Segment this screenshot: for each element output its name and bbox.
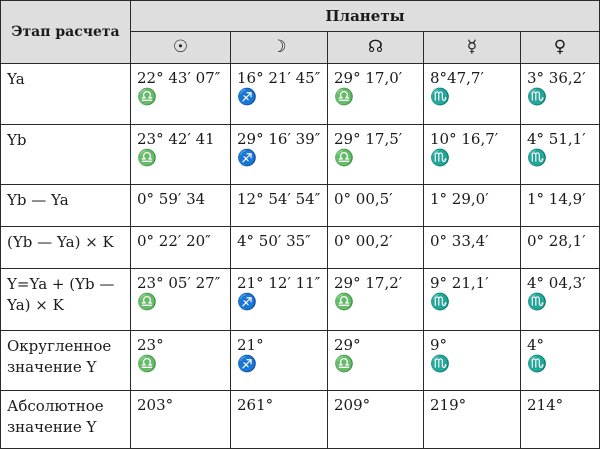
- libra-icon: ♎: [334, 292, 354, 311]
- sagittarius-icon: ♐: [237, 87, 257, 106]
- scorpio-icon: ♏: [430, 292, 450, 311]
- scorpio-icon: ♏: [527, 148, 547, 167]
- table-row: [1, 185, 600, 227]
- cell-value: 0° 00,2′: [334, 232, 393, 250]
- sun-symbol-icon: ☉: [131, 32, 231, 64]
- sagittarius-icon: ♐: [237, 354, 257, 373]
- table-row: [1, 269, 600, 331]
- table-cell: [328, 391, 424, 449]
- planets-group-header: Планеты: [131, 1, 600, 32]
- table-cell: [131, 125, 231, 185]
- cell-value: 29° 16′ 39″: [237, 130, 321, 148]
- scorpio-icon: ♏: [527, 354, 547, 373]
- libra-icon: ♎: [137, 292, 157, 311]
- cell-value: 29°: [334, 336, 361, 354]
- table-cell: [424, 125, 521, 185]
- table-cell: [328, 331, 424, 391]
- table-cell: [231, 185, 328, 227]
- sagittarius-icon: ♐: [237, 292, 257, 311]
- north-node-symbol-icon: ☊: [328, 32, 424, 64]
- table-cell: [328, 269, 424, 331]
- cell-value: 22° 43′ 07″: [137, 69, 221, 87]
- table-cell: [131, 64, 231, 125]
- table-cell: [521, 185, 600, 227]
- cell-value: 0° 28,1′: [527, 232, 586, 250]
- cell-value: 209°: [334, 396, 371, 414]
- cell-value: 1° 29,0′: [430, 190, 489, 208]
- libra-icon: ♎: [334, 148, 354, 167]
- cell-value: 9°: [430, 336, 448, 354]
- cell-value: 0° 00,5′: [334, 190, 393, 208]
- libra-icon: ♎: [137, 87, 157, 106]
- cell-value: 21° 12′ 11″: [237, 274, 321, 292]
- cell-value: 23°: [137, 336, 164, 354]
- table-cell: [231, 391, 328, 449]
- cell-value: 29° 17,0′: [334, 69, 403, 87]
- cell-value: 0° 22′ 20″: [137, 232, 211, 250]
- table-cell: [231, 227, 328, 269]
- cell-value: 203°: [137, 396, 174, 414]
- table-cell: [424, 227, 521, 269]
- cell-value: 16° 21′ 45″: [237, 69, 321, 87]
- cell-value: 8°47,7′: [430, 69, 484, 87]
- libra-icon: ♎: [137, 148, 157, 167]
- cell-value: 3° 36,2′: [527, 69, 586, 87]
- cell-value: 4°: [527, 336, 545, 354]
- cell-value: 23° 42′ 41: [137, 130, 215, 148]
- table-row: [1, 125, 600, 185]
- table-cell: [231, 269, 328, 331]
- table-row: [1, 391, 600, 449]
- table-cell: [328, 185, 424, 227]
- moon-symbol-icon: ☽: [231, 32, 328, 64]
- table-cell: [521, 269, 600, 331]
- cell-value: 214°: [527, 396, 564, 414]
- table-cell: [131, 391, 231, 449]
- table-cell: [521, 227, 600, 269]
- row-label: Yb — Ya: [1, 185, 131, 227]
- table-cell: [328, 125, 424, 185]
- cell-value: 29° 17,5′: [334, 130, 403, 148]
- scorpio-icon: ♏: [527, 292, 547, 311]
- cell-value: 10° 16,7′: [430, 130, 499, 148]
- table-cell: [328, 227, 424, 269]
- scorpio-icon: ♏: [430, 87, 450, 106]
- table-body: [1, 64, 600, 449]
- mercury-symbol-icon: ☿: [424, 32, 521, 64]
- table-cell: [521, 64, 600, 125]
- cell-value: 9° 21,1′: [430, 274, 489, 292]
- cell-value: 12° 54′ 54″: [237, 190, 321, 208]
- row-label: Округленное значение Y: [1, 331, 131, 391]
- table-cell: [424, 64, 521, 125]
- cell-value: 219°: [430, 396, 467, 414]
- table-cell: [424, 331, 521, 391]
- scorpio-icon: ♏: [430, 354, 450, 373]
- table-cell: [231, 64, 328, 125]
- stage-column-header: Этап расчета: [1, 1, 131, 64]
- cell-value: 4° 50′ 35″: [237, 232, 311, 250]
- table-cell: [521, 391, 600, 449]
- row-label: Yb: [1, 125, 131, 185]
- table-cell: [131, 185, 231, 227]
- scorpio-icon: ♏: [527, 87, 547, 106]
- table-cell: [424, 185, 521, 227]
- table-cell: [131, 269, 231, 331]
- table-cell: [231, 331, 328, 391]
- table-cell: [521, 125, 600, 185]
- libra-icon: ♎: [334, 87, 354, 106]
- table-cell: [131, 227, 231, 269]
- cell-value: 0° 33,4′: [430, 232, 489, 250]
- table-row: [1, 64, 600, 125]
- table-cell: [521, 331, 600, 391]
- sagittarius-icon: ♐: [237, 148, 257, 167]
- cell-value: 23° 05′ 27″: [137, 274, 221, 292]
- cell-value: 0° 59′ 34: [137, 190, 206, 208]
- cell-value: 29° 17,2′: [334, 274, 403, 292]
- row-label: (Yb — Ya) × K: [1, 227, 131, 269]
- scorpio-icon: ♏: [430, 148, 450, 167]
- table-row: [1, 227, 600, 269]
- row-label: Абсолютное значение Y: [1, 391, 131, 449]
- venus-symbol-icon: ♀: [521, 32, 600, 64]
- table-row: [1, 331, 600, 391]
- table-header: [1, 1, 600, 64]
- table-cell: [131, 331, 231, 391]
- cell-value: 1° 14,9′: [527, 190, 586, 208]
- cell-value: 21°: [237, 336, 264, 354]
- table-cell: [424, 391, 521, 449]
- table-cell: [328, 64, 424, 125]
- row-label: Ya: [1, 64, 131, 125]
- libra-icon: ♎: [137, 354, 157, 373]
- libra-icon: ♎: [334, 354, 354, 373]
- cell-value: 261°: [237, 396, 274, 414]
- table-cell: [424, 269, 521, 331]
- table-cell: [231, 125, 328, 185]
- row-label: Y=Ya + (Yb — Ya) × K: [1, 269, 131, 331]
- cell-value: 4° 04,3′: [527, 274, 586, 292]
- cell-value: 4° 51,1′: [527, 130, 586, 148]
